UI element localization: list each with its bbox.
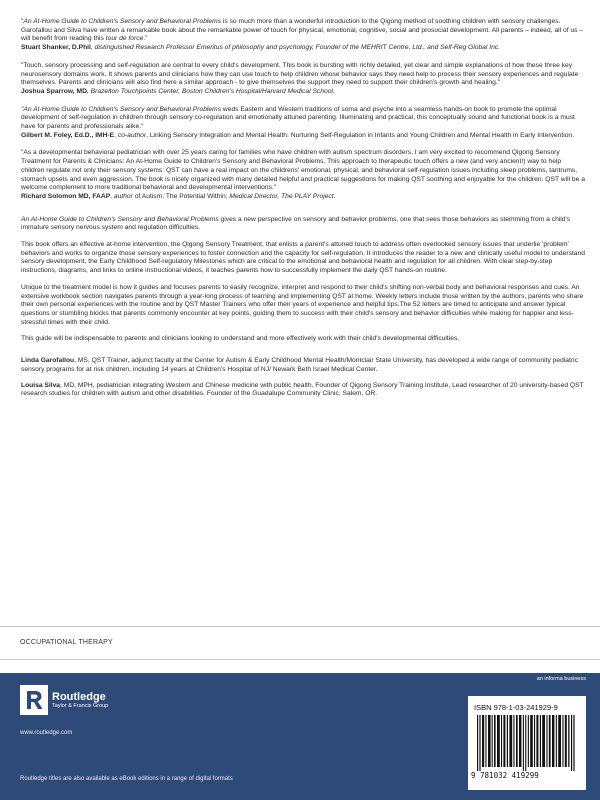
blurb-4 [21, 335, 586, 344]
author-1-text: , MS, QST Trainer, adjunct faculty at the Center for Autism & Early Childhood Mental Health/Montclair State University, has developed a wide range of community pediatric sensory programs for at risk children, including 14 years at Children's Hospital of NJ/ Newark Beth Israel Medical Center. [21, 357, 578, 373]
routledge-logo [20, 685, 108, 715]
review-4 [21, 149, 586, 201]
publisher-name: Routledge [52, 690, 106, 703]
blurb-3 [21, 284, 586, 328]
review-3-reviewer-role: co-author [117, 131, 147, 139]
review-1-reviewer-name: Stuart Shanker, D.Phil [21, 44, 91, 52]
review-1-book-title: An At-Home Guide to Children's Sensory and Behavioral Problems [23, 18, 222, 25]
review-2 [21, 62, 586, 97]
review-4-text: "As a developmental behavioral pediatrician with over 25 years caring for families who have children with autism spectrum disorders, I am very excited to recommend Qigong Sensory Treatment for Parents & Clinicians: An At-Home Guide to Children's Sensory and Behavioral Problems. This approach to therapeutic touch offers a new (and very ancient!) way to help children regulate not only their sensory systems: QST can have a real impact on the childrens' emotional, physical, and behavioral self-regulation issues including sleep problems, tantrums, stomach upsets and even aggression. The book is nicely organized with many detailed helpful and practical suggestions for making QST soothing and enjoyable for the children. QST will be a welcome complement to more traditional behavioral and developmental interventions." [21, 149, 585, 192]
review-1-reviewer-affiliation: distinguished Research Professor Emeritus of philosophy and psychology, Founder of the MEHRIT Centre, Ltd., and Self-Reg Global Inc. [94, 44, 501, 52]
review-4-reviewer-affiliation: of Autism: The Potential Within; [132, 192, 230, 200]
review-4-reviewer-role: author [113, 192, 133, 200]
review-2-reviewer-affiliation: Brazelton Touchpoints Center, Boston Children's Hospital/Harvard Medical School. [90, 87, 335, 95]
review-2-reviewer-sep: , [86, 87, 91, 95]
blurb-1 [21, 216, 586, 233]
review-2-text: "Touch, sensory processing and self-regulation are central to every child's development. This book is bursting with richly detailed, yet clear and simple explanations of how these three key neurosensory domains work. It shows parents and clinicians how they can use touch to help children whose behavior says they need help to process their sensory experiences and regulate themselves. Parents and clinicians will also find here a similar approach - to give themselves the support they need to support their children's growth and healing." [21, 61, 579, 87]
review-1: "An At-Home Guide to Children's Sensory and Behavioral Problems is so much more than a wonderful introduction to the Qigong method of soothing children with sensory challenges. Garofallou and Silva have written a remarkable book about the remarkable power of touch for physical, emotional, cognitive, social and prosocial development. All parents – indeed, all of us – will benefit from reading this tour de force." Stuart Shanker, D.Phil, distinguished Research Professor Emeritus of philosophy and psychology, Founder of the MEHRIT Centre, Ltd., and Self-Reg Global Inc. [21, 18, 584, 52]
category-label: OCCUPATIONAL THERAPY [20, 639, 113, 646]
isbn-barcode-panel [468, 696, 586, 790]
author-bio-2 [21, 382, 586, 399]
blurb-3-text: Unique to the treatment model is how it guides and focuses parents to easily recognize, interpret and respond to their child's shifting non-verbal body and behavioral responses and cues. An extensive workbook section navigates parents through a year-long process of learning and implementing QST at home. Weekly letters include those written by the authors, parents who share their own personal experiences with the routine and by QST Master Trainers who offer their years of experience and helpful tips.The 52 letters are timed to anticipate and answer typical questions or stumbling blocks that parents commonly encounter at key points, guiding them to success with their child's sensory and behavior difficulties while making for happier and less-stressful times with their child. [21, 283, 584, 326]
publisher-subtitle: Taylor & Francis Group [52, 702, 109, 709]
review-3-reviewer-name: Gilbert M. Foley, Ed.D., IMH-E [21, 131, 115, 139]
review-4-reviewer-affiliation-italic: Medical Director, The PLAY Project. [229, 192, 336, 200]
review-3 [21, 106, 586, 141]
category-bar [0, 626, 600, 660]
publisher-website[interactable]: www.routledge.com [20, 730, 73, 736]
isbn-label: ISBN 978-1-03-241929-9 [474, 703, 558, 712]
publisher-text [52, 691, 108, 710]
publisher-footer [0, 673, 600, 800]
blurb-2 [21, 241, 586, 276]
blurb-2-text: This book offers an effective at-home intervention, the Qigong Sensory Treatment, that enlists a parent's attuned touch to address often overlooked sensory issues that underlie 'problem' behaviors and works to organize those sensory experiences to foster connection and the capacity for self-regulation. It introduces the reader to a new and clinically useful model to understand sensory development, the Early Childhood Self-regulatory Milestones which are critical to the emotional and behavioral health and regulation for all children. With clear step-by-step instructions, diagrams, and links to online instructional videos, it teaches parents how to successfully implement the daily QST hands-on routine. [21, 241, 585, 275]
blurb-1-text: gives a new perspective on sensory and behavior problems, one that sees those behaviors as stemming from a child's immature sensory nervous system and regulation difficulties. [21, 215, 571, 232]
review-1-reviewer-sep: , [90, 44, 95, 52]
review-3-reviewer-sep: , [114, 131, 118, 139]
review-1-text-end: ." [143, 35, 148, 43]
cover-text-area [21, 18, 586, 406]
review-3-reviewer-affiliation: , Linking Sensory Integration and Mental Health: Nurturing Self-Regulation in Infants and Young Children and Mental Health in Early Intervention. [146, 131, 575, 139]
barcode-digits: 9 781032 419299 [471, 771, 539, 780]
review-3-text: weds Eastern and Western traditions of soma and psyche into a seamless hands-on book to promote the optimal development of self-regulation in children through sensory co-regulation and emotionally attuned parenting. Illuminating and practical, this conceptually sound and functional book is a must have for parents and professionals alike." [21, 105, 575, 131]
author-2-name: Louisa Silva [21, 381, 61, 389]
review-1-text: is so much more than a wonderful introduction to the Qigong method of soothing children with sensory challenges. Garofallou and Silva have written a remarkable book about the remarkable power of touch for physical, emotional, cognitive, social and prosocial development. All parents – indeed, all of us – will benefit from reading this [21, 18, 584, 43]
author-bio-1 [21, 357, 586, 374]
review-4-reviewer-name: Richard Solomon MD, FAAP [21, 192, 111, 200]
blurb-4-text: This guide will be indispensable to parents and clinicians looking to understand and more effectively work with their child's developmental difficulties. [21, 335, 460, 343]
routledge-logo-icon [20, 685, 48, 715]
informa-tagline: an informa business [536, 676, 586, 682]
author-1-name: Linda Garofallou [21, 357, 75, 365]
review-2-reviewer-name: Joshua Sparrow, MD [21, 87, 87, 95]
barcode-graphic [477, 715, 577, 771]
ebook-availability-note: Routledge titles are also available as eBook editions in a range of digital formats [20, 776, 233, 782]
review-1-text-italic: tour de force [105, 35, 144, 43]
review-3-book-title: "An At-Home Guide to Children's Sensory and Behavioral Problems [21, 105, 222, 113]
author-2-text: , MD, MPH, pediatrician integrating Western and Chinese medicine with public health. Founder of Qigong Sensory Training Institute, Lead researcher of 20 university-based QST research studies for children with autism and other disabilities. Founder of the Guadalupe Community Clinic, Salem, OR. [21, 381, 584, 398]
blurb-1-book-title: An At-Home Guide to Children's Sensory and Behavioral Problems [21, 215, 219, 223]
review-4-reviewer-sep: , [110, 192, 114, 200]
